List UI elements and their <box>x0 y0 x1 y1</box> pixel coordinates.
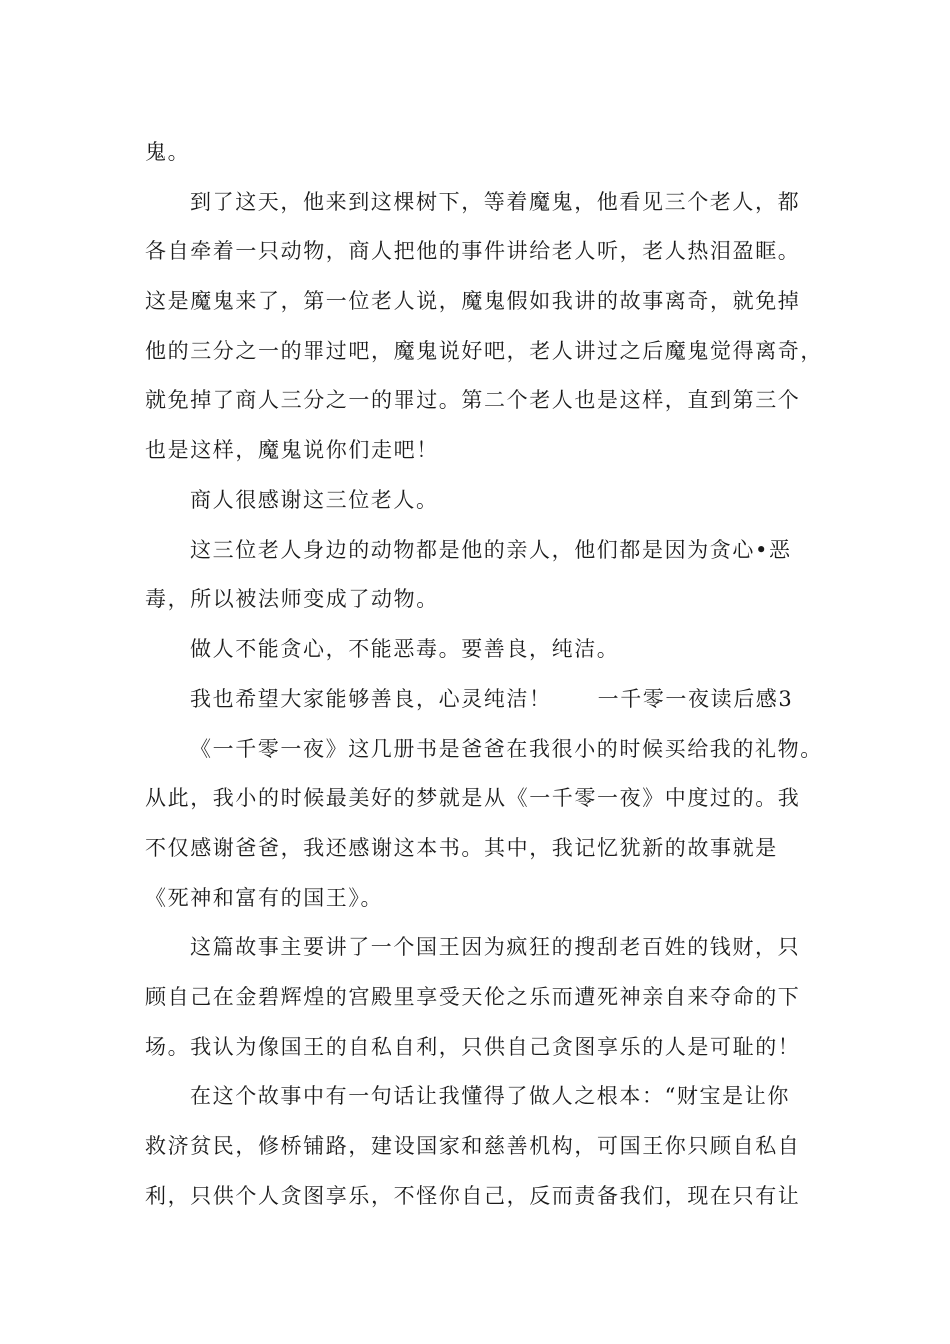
section-heading: 一千零一夜读后感3 <box>597 687 794 711</box>
text-line: 就免掉了商人三分之一的罪过。第二个老人也是这样，直到第三个 <box>145 388 801 412</box>
text-line: 顾自己在金碧辉煌的宫殿里享受天伦之乐而遭死神亲自来夺命的下 <box>145 985 801 1009</box>
text-line: 也是这样，魔鬼说你们走吧！ <box>145 438 439 462</box>
paragraph-line: 这三位老人身边的动物都是他的亲人，他们都是因为贪心•恶 <box>190 538 792 562</box>
paragraph-line: 这篇故事主要讲了一个国王因为疯狂的搜刮老百姓的钱财，只 <box>190 935 801 959</box>
text-line: 毒，所以被法师变成了动物。 <box>145 587 439 611</box>
paragraph-line: 做人不能贪心，不能恶毒。要善良，纯洁。 <box>190 637 620 661</box>
text-line: 这是魔鬼来了，第一位老人说，魔鬼假如我讲的故事离奇，就免掉 <box>145 289 801 313</box>
text-line: 鬼。 <box>145 140 191 164</box>
text-line: 救济贫民，修桥铺路，建设国家和慈善机构，可国王你只顾自私自 <box>145 1134 801 1158</box>
text-line: 他的三分之一的罪过吧，魔鬼说好吧，老人讲过之后魔鬼觉得离奇， <box>145 339 823 363</box>
paragraph-line <box>190 684 793 714</box>
paragraph-line: 在这个故事中有一句话让我懂得了做人之根本：“财宝是让你 <box>190 1084 790 1108</box>
text-line: 《死神和富有的国王》。 <box>145 886 384 910</box>
paragraph-line: 商人很感谢这三位老人。 <box>190 488 439 512</box>
text-line: 各自牵着一只动物，商人把他的事件讲给老人听，老人热泪盈眶。 <box>145 239 801 263</box>
text-line: 不仅感谢爸爸，我还感谢这本书。其中，我记忆犹新的故事就是 <box>145 836 778 860</box>
paragraph-line: 《一千零一夜》这几册书是爸爸在我很小的时候买给我的礼物。 <box>190 737 823 761</box>
paragraph-line: 到了这天，他来到这棵树下，等着魔鬼，他看见三个老人，都 <box>190 190 801 214</box>
text-line: 利，只供个人贪图享乐，不怪你自己，反而责备我们，现在只有让 <box>145 1184 801 1208</box>
text-line: 从此，我小的时候最美好的梦就是从《一千零一夜》中度过的。我 <box>145 786 801 810</box>
closing-sentence: 我也希望大家能够善良，心灵纯洁！ <box>190 687 552 711</box>
text-line: 场。我认为像国王的自私自利，只供自己贪图享乐的人是可耻的！ <box>145 1035 801 1059</box>
